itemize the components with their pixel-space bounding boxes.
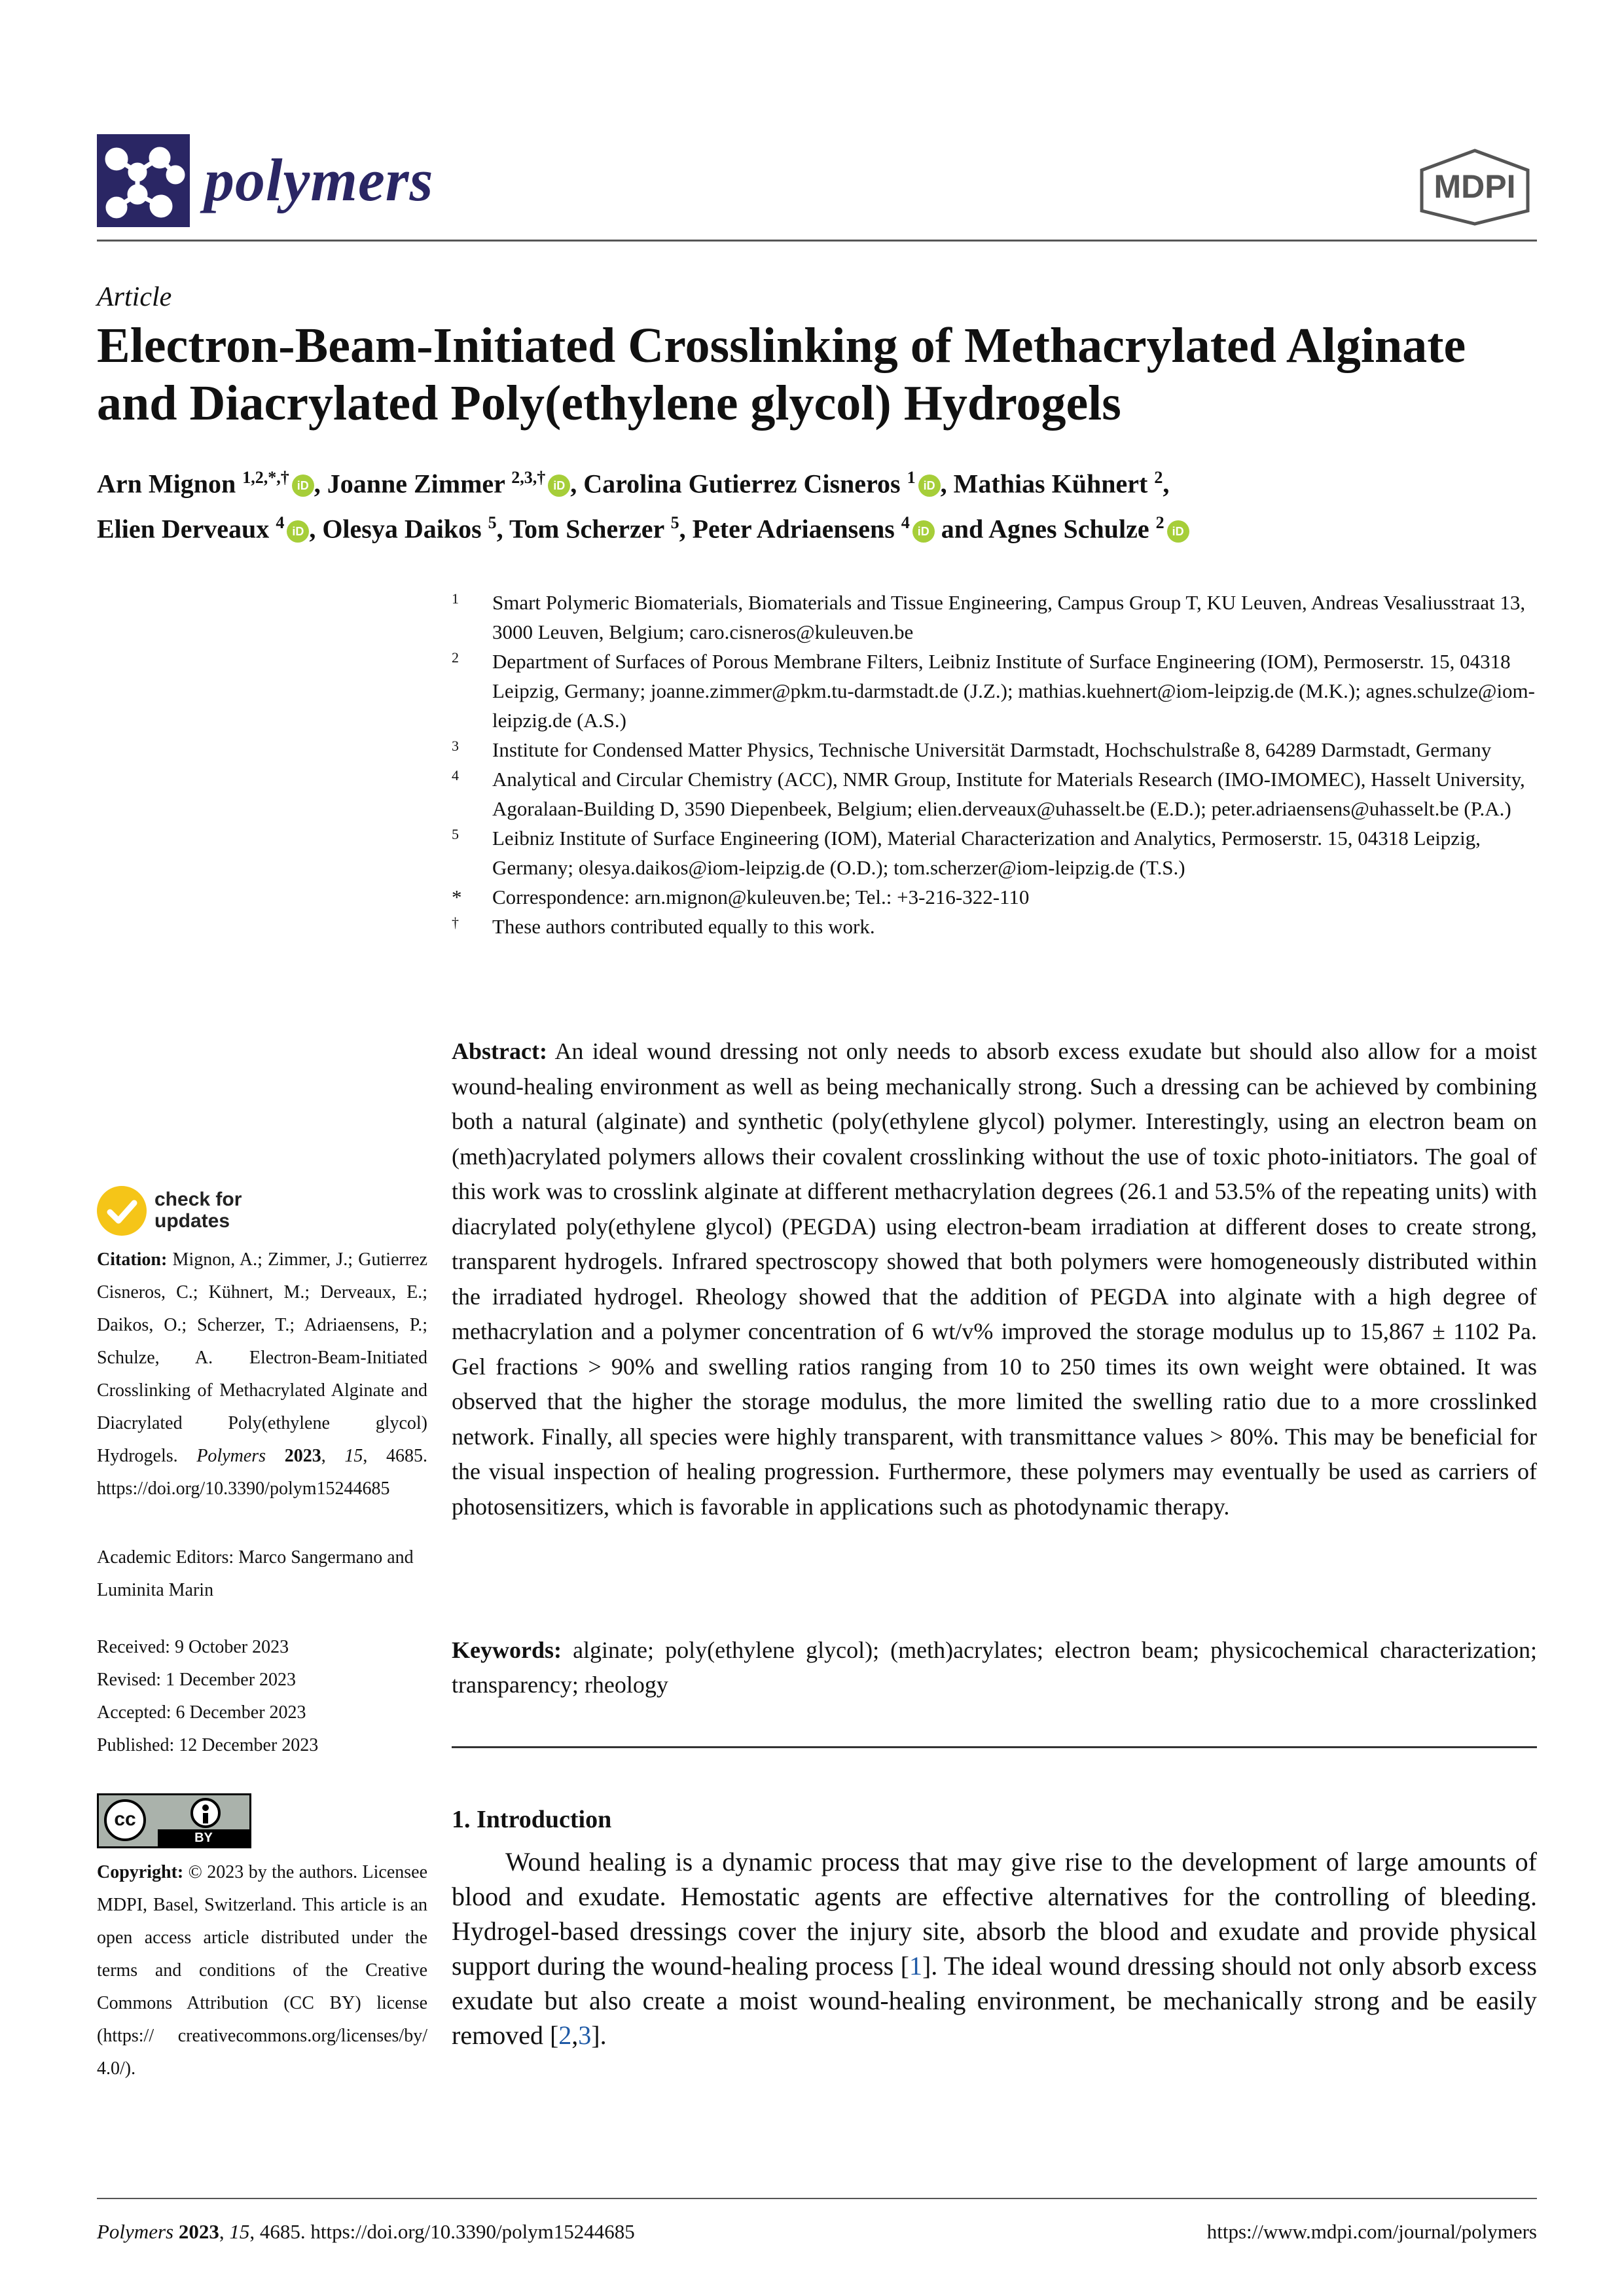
author-affiliation-marks: 1,2,*,†	[242, 468, 289, 487]
citation-doi[interactable]: , 4685. https://doi.org/10.3390/polym15244685	[97, 1446, 428, 1499]
received-date: Received: 9 October 2023	[97, 1637, 289, 1657]
copyright-text: © 2023 by the authors. Licensee MDPI, Basel, Switzerland. This article is an open access article distributed under the terms and conditions of the Creative Commons Attribution (CC BY) license (https:// creativecommons.org/licenses/by/ 4.0/).	[97, 1862, 428, 2079]
author-name: Agnes Schulze	[988, 514, 1156, 544]
abstract	[452, 1034, 1537, 1524]
citation-label: Citation:	[97, 1249, 168, 1270]
footer-journal: Polymers	[97, 2220, 174, 2243]
check-updates-line1: check for	[154, 1189, 242, 1210]
citation-journal: Polymers	[196, 1446, 266, 1466]
cc-by-license-badge[interactable]	[97, 1793, 251, 1848]
orcid-icon[interactable]: iD	[918, 475, 941, 497]
accepted-date: Accepted: 6 December 2023	[97, 1702, 306, 1723]
author-affiliation-marks: 2	[1154, 468, 1163, 487]
citation-volume: 15	[344, 1446, 363, 1466]
affiliation-mark: 5	[452, 826, 459, 842]
citation-text: Mignon, A.; Zimmer, J.; Gutierrez Cisneros, C.; Kühnert, M.; Derveaux, E.; Daikos, O.; Scherzer, T.; Adriaensens, P.; Schulze, A. Electron-Beam-Initiated Crosslinking of Methacrylated Alginate and Diacrylated Poly(ethylene glycol) Hydrogels.	[97, 1249, 427, 1466]
author-affiliation-marks: 2	[1155, 513, 1164, 533]
author-name: Arn Mignon	[97, 469, 243, 499]
check-for-updates-badge[interactable]	[97, 1186, 306, 1240]
affiliation-mark: 2	[452, 649, 459, 666]
author-separator: ,	[1163, 469, 1170, 499]
affiliation-text: These authors contributed equally to this work.	[492, 915, 875, 938]
author-separator: ,	[496, 514, 509, 544]
affiliation-mark: †	[452, 914, 459, 931]
section-heading: 1. Introduction	[452, 1806, 612, 1833]
affiliation-mark: 1	[452, 590, 459, 607]
affiliation-item	[452, 912, 1538, 941]
orcid-icon[interactable]: iD	[548, 475, 570, 497]
keywords-text: alginate; poly(ethylene glycol); (meth)acrylates; electron beam; physicochemical characterization; transparency; rheology	[452, 1637, 1538, 1698]
author-name: Joanne Zimmer	[327, 469, 512, 499]
affiliation-mark: *	[452, 886, 462, 908]
author-affiliation-marks: 5	[488, 513, 497, 533]
abstract-label: Abstract:	[452, 1038, 547, 1064]
keywords	[452, 1633, 1537, 1702]
orcid-icon[interactable]: iD	[1167, 520, 1189, 543]
abstract-rule	[452, 1746, 1537, 1748]
affiliations	[452, 588, 1538, 941]
keywords-label: Keywords:	[452, 1637, 562, 1663]
citation-link-3[interactable]: 3	[578, 2020, 592, 2050]
orcid-icon[interactable]: iD	[287, 520, 309, 543]
affiliation-item	[452, 735, 1538, 764]
published-date: Published: 12 December 2023	[97, 1735, 319, 1755]
author-affiliation-marks: 5	[670, 513, 679, 533]
article-type: Article	[97, 282, 172, 312]
author-separator: ,	[314, 469, 327, 499]
author-affiliation-marks: 2,3,†	[511, 468, 546, 487]
affiliation-text: Correspondence: arn.mignon@kuleuven.be; Tel.: +3-216-322-110	[492, 886, 1030, 908]
journal-name: polymers	[204, 147, 434, 213]
affiliation-text: Analytical and Circular Chemistry (ACC), NMR Group, Institute for Materials Research (IMO-IMOMEC), Hasselt University, Agoralaan-Building D, 3590 Diepenbeek, Belgium; elien.derveaux@uhasselt.be (E.D.); peter.adriaensens@uhasselt.be (P.A.)	[492, 768, 1525, 820]
footer-citation: Polymers 2023, 15, 4685. https://doi.org/10.3390/polym15244685	[97, 2220, 635, 2243]
author-separator: ,	[309, 514, 323, 544]
affiliation-mark: 4	[452, 767, 459, 783]
citation-link-1[interactable]: 1	[909, 1951, 922, 1981]
affiliation-mark: 3	[452, 738, 459, 754]
author-name: Peter Adriaensens	[692, 514, 901, 544]
affiliation-text: Smart Polymeric Biomaterials, Biomaterials and Tissue Engineering, Campus Group T, KU Leuven, Andreas Vesaliusstraat 13, 3000 Leuven, Belgium; caro.cisneros@kuleuven.be	[492, 591, 1526, 643]
header-rule	[97, 240, 1537, 242]
affiliation-item	[452, 588, 1538, 647]
footer-year: 2023	[178, 2220, 219, 2243]
author-separator: and	[934, 514, 989, 544]
orcid-icon[interactable]: iD	[912, 520, 935, 543]
copyright-label: Copyright:	[97, 1862, 184, 1882]
affiliation-item	[452, 823, 1538, 882]
affiliation-item	[452, 882, 1538, 912]
author-name: Mathias Kühnert	[953, 469, 1155, 499]
affiliation-item	[452, 647, 1538, 735]
affiliation-item	[452, 764, 1538, 823]
affiliation-text: Institute for Condensed Matter Physics, Technische Universität Darmstadt, Hochschulstraße 8, 64289 Darmstadt, Germany	[492, 738, 1492, 761]
dates-block	[97, 1631, 427, 1762]
cc-by-label: BY	[158, 1829, 249, 1846]
citation-block: Citation: Mignon, A.; Zimmer, J.; Gutierrez Cisneros, C.; Kühnert, M.; Derveaux, E.; Daikos, O.; Scherzer, T.; Adriaensens, P.; Schulze, A. Electron-Beam-Initiated Crosslinking of Methacrylated Alginate and Diacrylated Poly(ethylene glycol) Hydrogels. Polymers 2023, 15, 4685. https://doi.org/10.3390/polym15244685	[97, 1249, 428, 1499]
author-name: Carolina Gutierrez Cisneros	[583, 469, 907, 499]
cc-icon: cc	[104, 1799, 146, 1841]
citation-year: 2023	[284, 1446, 321, 1466]
footer-doi[interactable]: , 4685. https://doi.org/10.3390/polym15244685	[249, 2220, 635, 2243]
affiliation-text: Department of Surfaces of Porous Membrane Filters, Leibniz Institute of Surface Engineering (IOM), Permoserstr. 15, 04318 Leipzig, Germany; joanne.zimmer@pkm.tu-darmstadt.de (J.Z.); mathias.kuehnert@iom-leipzig.de (M.K.); agnes.schulze@iom-leipzig.de (A.S.)	[492, 650, 1535, 732]
author-separator: ,	[679, 514, 693, 544]
publisher-logo	[1413, 148, 1537, 226]
academic-editors: Academic Editors: Marco Sangermano and Luminita Marin	[97, 1547, 414, 1600]
publisher-name: MDPI	[1434, 168, 1516, 205]
check-updates-line2: updates	[154, 1210, 230, 1232]
revised-date: Revised: 1 December 2023	[97, 1670, 297, 1690]
footer-journal-url[interactable]: https://www.mdpi.com/journal/polymers	[1206, 2220, 1537, 2243]
orcid-icon[interactable]: iD	[292, 475, 314, 497]
footer-volume: 15	[229, 2220, 250, 2243]
molecule-icon	[97, 134, 190, 227]
author-separator: ,	[570, 469, 584, 499]
affiliation-text: Leibniz Institute of Surface Engineering (IOM), Material Characterization and Analytics, Permoserstr. 15, 04318 Leipzig, Germany; olesya.daikos@iom-leipzig.de (O.D.); tom.scherzer@iom-leipzig.de (T.S.)	[492, 827, 1481, 879]
attribution-icon	[190, 1798, 221, 1828]
copyright-block	[97, 1856, 427, 2085]
author-affiliation-marks: 4	[901, 513, 910, 533]
citation-link-2[interactable]: 2	[558, 2020, 572, 2050]
journal-logo	[97, 134, 190, 227]
footer-rule	[97, 2198, 1537, 2199]
author-affiliation-marks: 1	[907, 468, 916, 487]
author-affiliation-marks: 4	[276, 513, 285, 533]
intro-paragraph: Wound healing is a dynamic process that may give rise to the development of large amounts of blood and exudate. Hemostatic agents are effective alternatives for the controlling of bleeding. Hydrogel-based dressings cover the injury site, absorb the blood and exudate and provide physical support during the wound-healing process [1]. The ideal wound dressing should not only absorb excess exudate but also create a moist wound-healing environment, be mechanically strong and be easily removed [2,3].	[452, 1847, 1537, 2050]
article-title: Electron-Beam-Initiated Crosslinking of Methacrylated Alginate and Diacrylated Poly(ethylene glycol) Hydrogels	[97, 318, 1466, 431]
abstract-text: An ideal wound dressing not only needs to absorb excess exudate but should also allow for a moist wound-healing environment as well as being mechanically strong. Such a dressing can be achieved by combining both a natural (alginate) and synthetic (poly(ethylene glycol) polymer. Interestingly, using an electron beam on (meth)acrylated polymers allows their covalent crosslinking without the use of toxic photo-initiators. The goal of this work was to crosslink alginate at different methacrylation degrees (26.1 and 53.5% of the repeating units) with diacrylated poly(ethylene glycol) (PEGDA) using electron-beam irradiation at different doses to create strong, transparent hydrogels. Infrared spectroscopy showed that both polymers were homogeneously distributed within the irradiated hydrogel. Rheology showed that the addition of PEGDA into alginate with a high degree of methacrylation and a polymer concentration of 6 wt/v% improved the storage modulus up to 15,867 ± 1102 Pa. Gel fractions > 90% and swelling ratios ranging from 10 to 250 times its own weight were obtained. It was observed that the higher the storage modulus, the more limited the swelling ratio due to a more crosslinked network. Finally, all species were highly transparent, with transmittance values > 80%. This may be beneficial for the visual inspection of healing progression. Furthermore, these polymers may eventually be used as carriers of photosensitizers, which is favorable in applications such as photodynamic therapy.	[452, 1038, 1538, 1520]
check-icon	[97, 1186, 147, 1236]
author-list	[97, 458, 1537, 549]
author-name: Olesya Daikos	[322, 514, 488, 544]
author-name: Tom Scherzer	[509, 514, 671, 544]
author-name: Elien Derveaux	[97, 514, 276, 544]
author-separator: ,	[940, 469, 954, 499]
